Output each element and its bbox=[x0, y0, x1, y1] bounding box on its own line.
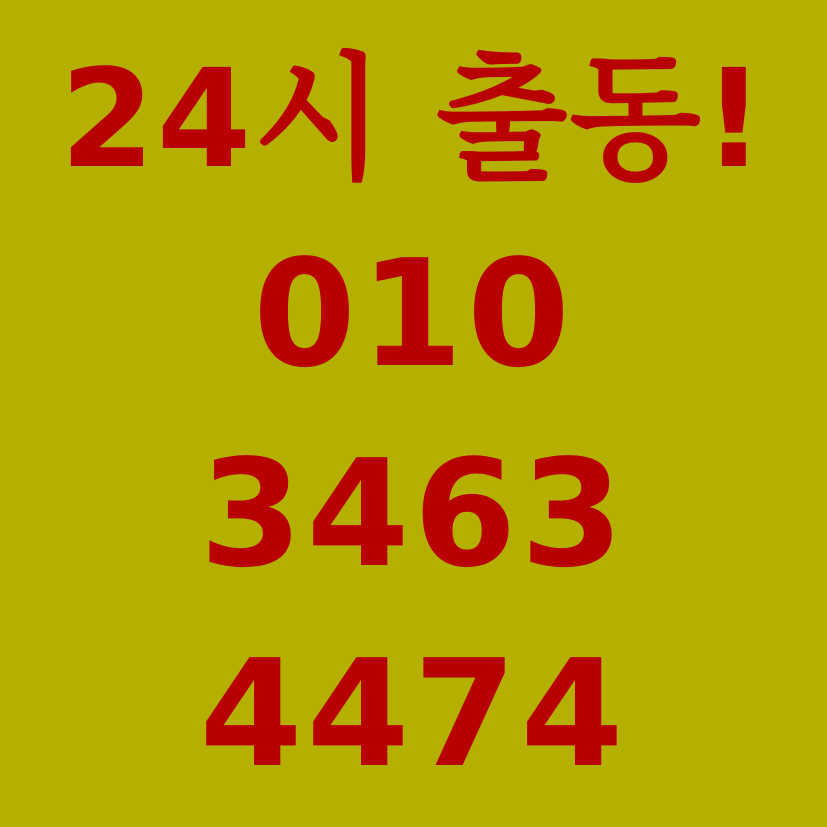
phone-number-part-2: 3463 bbox=[199, 428, 628, 600]
phone-number-part-1: 010 bbox=[253, 228, 574, 400]
headline-24h-dispatch: 24시 출동! bbox=[60, 41, 767, 199]
phone-number-part-3: 4474 bbox=[199, 628, 628, 800]
